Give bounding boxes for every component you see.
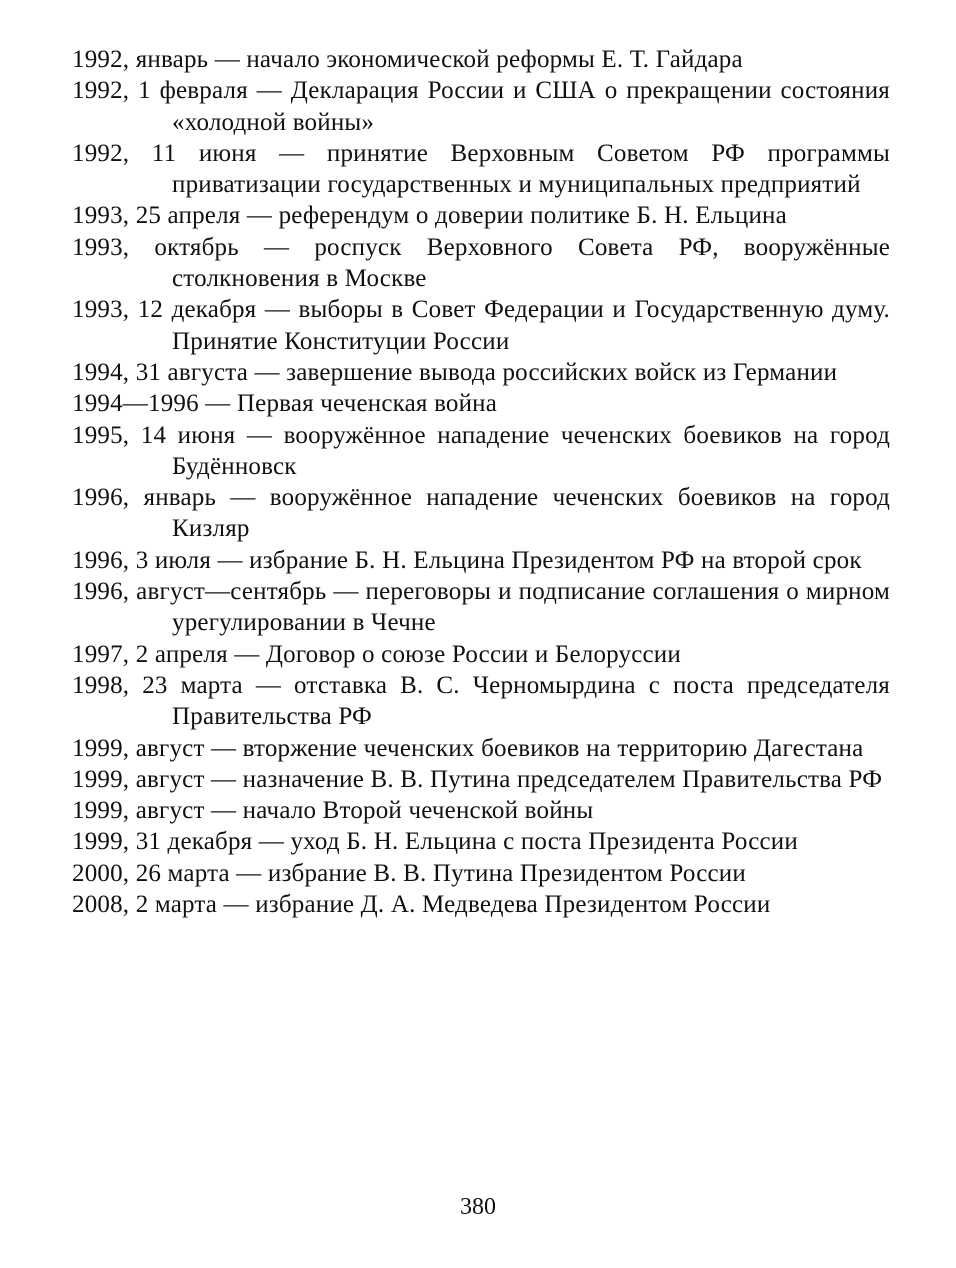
chronology-entry: 1995, 14 июня — вооружённое нападение чеченских боевиков на город Будённовск (72, 421, 890, 480)
chronology-entry: 1992, 1 февраля — Декларация России и США о прекращении состояния «холодной войны» (72, 77, 890, 136)
chronology-entry: 1992, январь — начало экономической реформы Е. Т. Гайдара (72, 46, 743, 73)
chronology-entry: 1992, 11 июня — принятие Верховным Советом РФ программы приватизации государственных и муниципальных предприятий (72, 139, 890, 199)
chronology-list (72, 44, 890, 920)
chronology-entry: 1996, 3 июля — избрание Б. Н. Ельцина Президентом РФ на второй срок (72, 546, 862, 574)
page-number: 380 (460, 1194, 496, 1220)
chronology-entry: 1998, 23 марта — отставка В. С. Черномырдина с поста председателя Правительства РФ (72, 671, 890, 731)
chronology-entry: 1996, август—сентябрь — переговоры и подписание соглашения о мирном урегулировании в Чечне (72, 578, 890, 637)
chronology-entry: 1993, 12 декабря — выборы в Совет Федерации и Государственную думу. Принятие Конституции России (72, 296, 890, 355)
chronology-entry: 1997, 2 апреля — Договор о союзе России и Белоруссии (72, 640, 681, 668)
chronology-entry: 1993, 25 апреля — референдум о доверии политике Б. Н. Ельцина (72, 202, 787, 230)
chronology-entry: 1993, октябрь — роспуск Верховного Совета РФ, вооружённые столкновения в Москве (72, 233, 890, 293)
chronology-entry: 1994—1996 — Первая чеченская война (72, 390, 498, 418)
chronology-entry: 2008, 2 марта — избрание Д. А. Медведева Президентом России (72, 891, 771, 919)
chronology-entry: 1999, август — начало Второй чеченской войны (72, 797, 594, 825)
chronology-entry: 1994, 31 августа — завершение вывода российских войск из Германии (72, 358, 838, 386)
chronology-entry: 2000, 26 марта — избрание В. В. Путина Президентом России (72, 859, 746, 887)
chronology-entry: 1999, август — назначение В. В. Путина председателем Правительства РФ (72, 765, 883, 793)
chronology-entry: 1996, январь — вооружённое нападение чеченских боевиков на город Кизляр (72, 484, 890, 543)
chronology-entry: 1999, август — вторжение чеченских боевиков на территорию Дагестана (72, 734, 864, 762)
chronology-entry: 1999, 31 декабря — уход Б. Н. Ельцина с поста Президента России (72, 828, 798, 856)
